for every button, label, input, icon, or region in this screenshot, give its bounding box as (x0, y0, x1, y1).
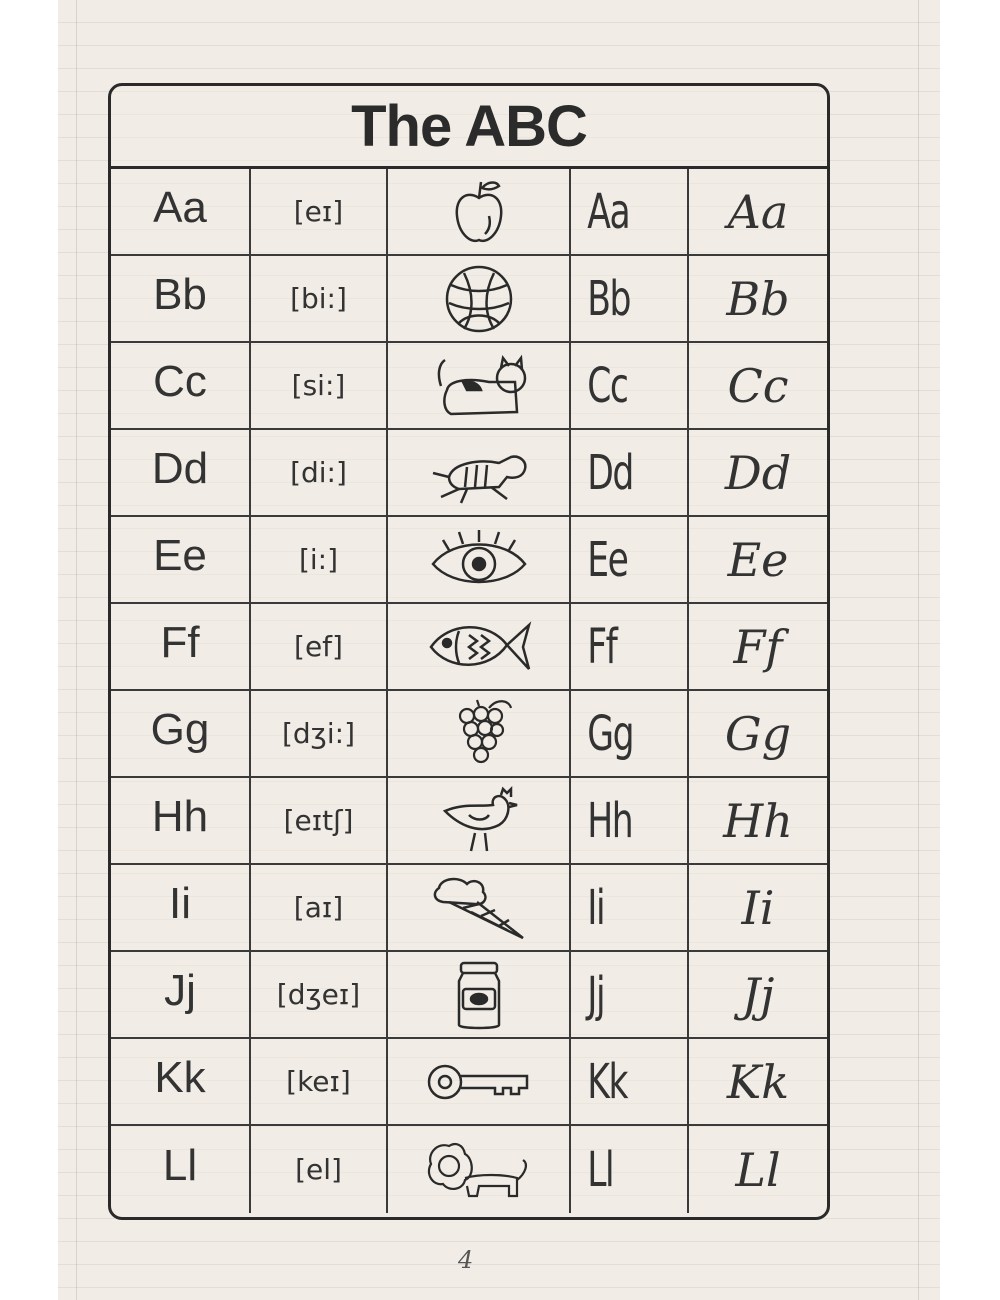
fish-icon (388, 604, 571, 689)
page-title: The ABC (111, 86, 827, 169)
manuscript-letter: Bb (587, 270, 631, 327)
print-letter: Gg (111, 691, 251, 776)
jam-jar-icon (388, 952, 571, 1037)
cursive-letter: Bb (726, 271, 790, 326)
manuscript-letter: Gg (587, 705, 634, 762)
dog-icon (388, 430, 571, 515)
page-number: 4 (458, 1246, 474, 1274)
cursive-letter: Gg (724, 706, 792, 761)
table-row (111, 691, 827, 778)
hen-icon (388, 778, 571, 863)
abc-card (108, 83, 830, 1220)
table-row (111, 430, 827, 517)
cursive-letter: Hh (723, 793, 793, 848)
key-icon (388, 1039, 571, 1124)
ipa-transcription: [eɪtʃ] (251, 778, 388, 863)
margin-line (76, 0, 77, 1300)
table-row (111, 256, 827, 343)
apple-icon (388, 169, 571, 254)
manuscript-letter: Cc (587, 357, 628, 414)
lion-icon (388, 1126, 571, 1213)
ipa-transcription: [si:] (251, 343, 388, 428)
table-row (111, 517, 827, 604)
ipa-transcription: [bi:] (251, 256, 388, 341)
table-row (111, 1126, 827, 1213)
print-letter: Jj (111, 952, 251, 1037)
print-letter: Aa (111, 169, 251, 254)
table-row (111, 1039, 827, 1126)
ipa-transcription: [el] (251, 1126, 388, 1213)
ipa-transcription: [dʒeɪ] (251, 952, 388, 1037)
manuscript-letter: Aa (587, 183, 630, 240)
cursive-letter: Ii (741, 880, 775, 935)
print-letter: Kk (111, 1039, 251, 1124)
cursive-letter: Ff (733, 619, 783, 674)
print-letter: Ee (111, 517, 251, 602)
cursive-letter: Ll (735, 1142, 781, 1197)
table-row (111, 952, 827, 1039)
cursive-letter: Dd (724, 445, 792, 500)
print-letter: Bb (111, 256, 251, 341)
manuscript-letter: Ee (587, 531, 628, 588)
table-row (111, 604, 827, 691)
table-row (111, 865, 827, 952)
table-row (111, 169, 827, 256)
ipa-transcription: [dʒi:] (251, 691, 388, 776)
print-letter: Ff (111, 604, 251, 689)
print-letter: Cc (111, 343, 251, 428)
print-letter: Dd (111, 430, 251, 515)
cursive-letter: Jj (741, 967, 775, 1022)
manuscript-letter: Dd (587, 444, 633, 501)
ipa-transcription: [i:] (251, 517, 388, 602)
ipa-transcription: [eɪ] (251, 169, 388, 254)
ipa-transcription: [keɪ] (251, 1039, 388, 1124)
manuscript-letter: Ll (587, 1141, 614, 1198)
cursive-letter: Ee (727, 532, 789, 587)
print-letter: Ll (111, 1126, 251, 1213)
manuscript-letter: Ff (587, 618, 617, 675)
manuscript-letter: Hh (587, 792, 633, 849)
ice-cream-icon (388, 865, 571, 950)
manuscript-letter: Kk (587, 1053, 628, 1110)
print-letter: Hh (111, 778, 251, 863)
ipa-transcription: [di:] (251, 430, 388, 515)
alphabet-table (111, 169, 827, 1217)
cursive-letter: Aa (727, 184, 789, 239)
margin-line (918, 0, 919, 1300)
manuscript-letter: Ii (587, 879, 605, 936)
grapes-icon (388, 691, 571, 776)
cursive-letter: Kk (726, 1054, 790, 1109)
table-row (111, 778, 827, 865)
table-row (111, 343, 827, 430)
manuscript-letter: Jj (587, 966, 605, 1023)
eye-icon (388, 517, 571, 602)
cursive-letter: Cc (727, 358, 789, 413)
ball-of-yarn-icon (388, 256, 571, 341)
ipa-transcription: [aɪ] (251, 865, 388, 950)
ipa-transcription: [ef] (251, 604, 388, 689)
cat-icon (388, 343, 571, 428)
print-letter: Ii (111, 865, 251, 950)
